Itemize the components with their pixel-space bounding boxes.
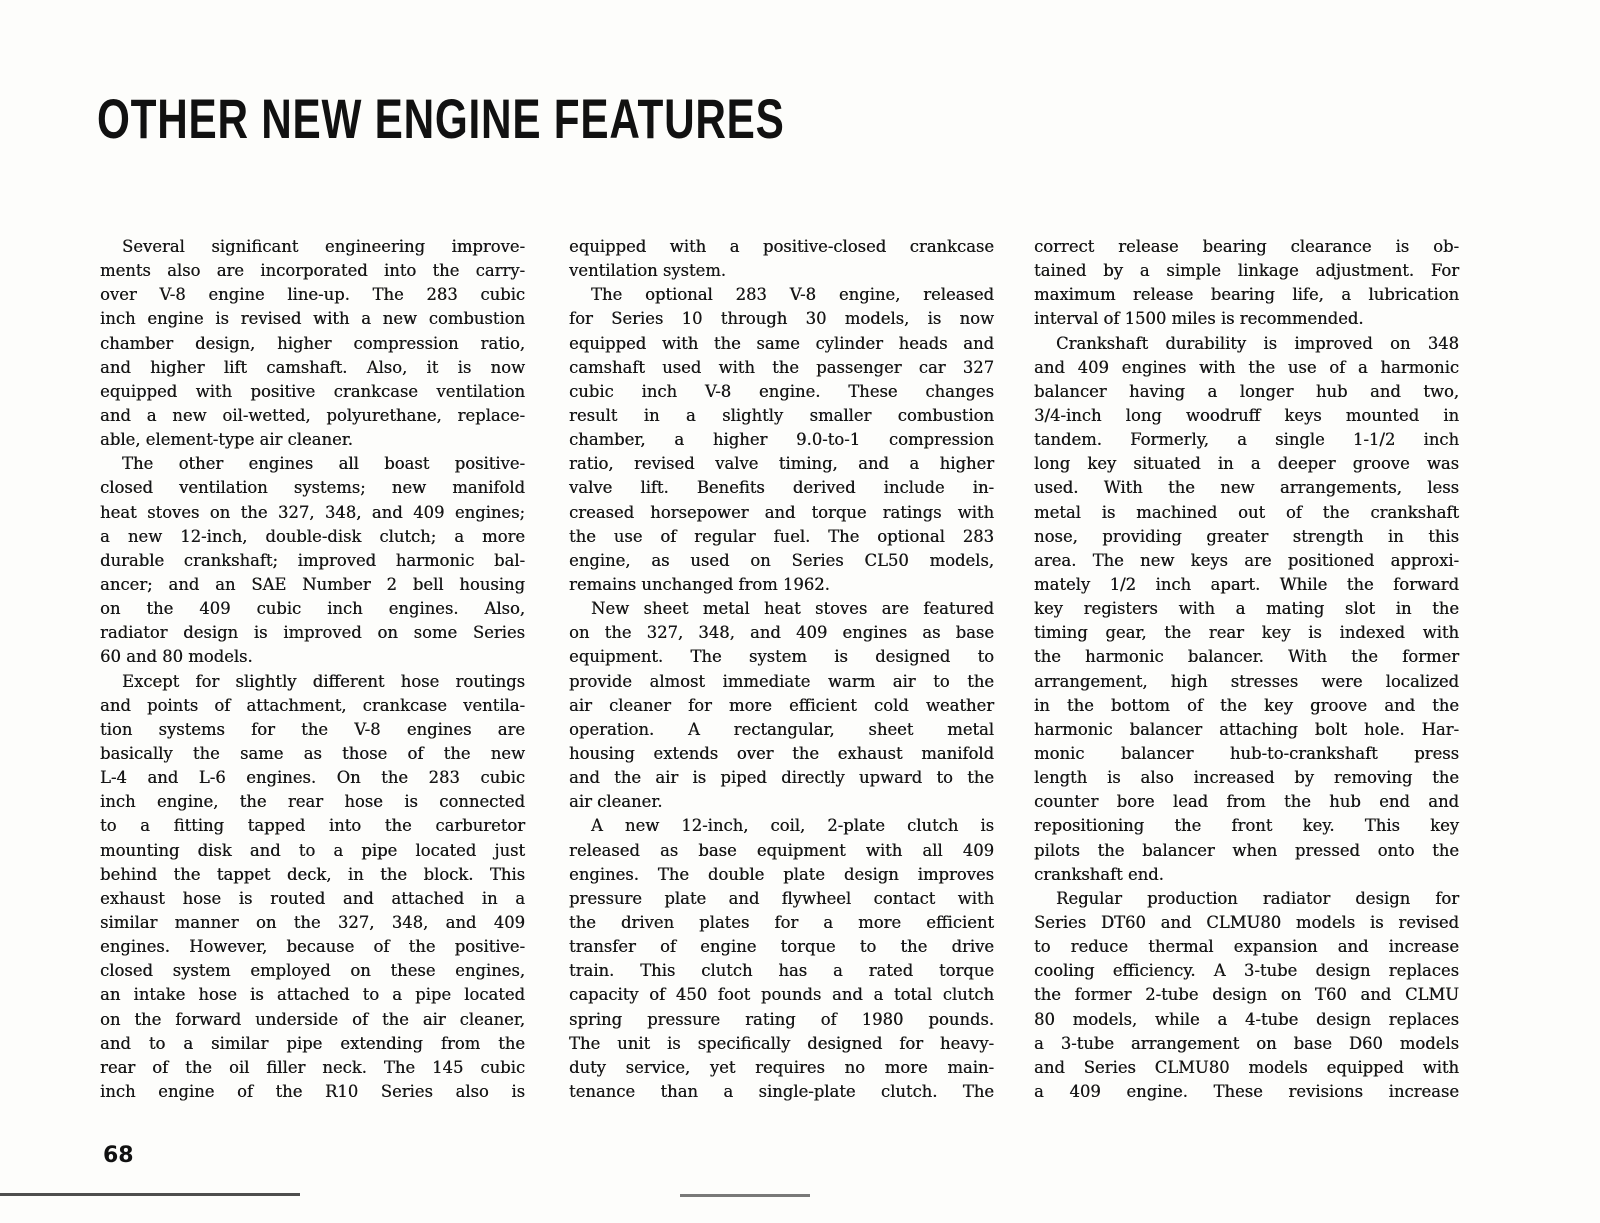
paragraph-line: 60 and 80 models. <box>100 647 253 667</box>
paragraph-line: provide almost immediate warm air to the <box>569 671 994 691</box>
paragraph-line: camshaft used with the passenger car 327 <box>569 357 994 377</box>
paragraph-line: key registers with a mating slot in the <box>1034 599 1459 619</box>
paragraph-line: heat stoves on the 327, 348, and 409 engines; <box>100 502 525 522</box>
text-column-1 <box>100 235 525 1104</box>
paragraph-line: The optional 283 V-8 engine, released <box>591 285 994 305</box>
paragraph-line: inch engine is revised with a new combustion <box>100 309 525 329</box>
paragraph-line: correct release bearing clearance is ob- <box>1034 237 1459 256</box>
paragraph-line: Series DT60 and CLMU80 models is revised <box>1034 912 1459 932</box>
paragraph-line: to a fitting tapped into the carburetor <box>100 816 525 836</box>
paragraph-line: ments also are incorporated into the carry- <box>100 261 525 281</box>
paragraph-line: duty service, yet requires no more main- <box>569 1057 994 1077</box>
paragraph-line: on the 327, 348, and 409 engines as base <box>569 623 994 643</box>
paragraph-line: monic balancer hub-to-crankshaft press <box>1034 743 1459 763</box>
paragraph-line: released as base equipment with all 409 <box>569 840 994 860</box>
paragraph-line: length is also increased by removing the <box>1034 768 1459 788</box>
paragraph-line: engines. The double plate design improves <box>569 864 994 884</box>
paragraph-line: Several significant engineering improve- <box>122 237 525 256</box>
paragraph-line: equipment. The system is designed to <box>569 647 994 667</box>
paragraph-line: and higher lift camshaft. Also, it is now <box>100 357 525 377</box>
scan-edge-mark <box>680 1194 810 1197</box>
paragraph-line: 3/4-inch long woodruff keys mounted in <box>1034 405 1459 425</box>
paragraph-line: timing gear, the rear key is indexed with <box>1034 623 1459 643</box>
paragraph-line: a new 12-inch, double-disk clutch; a more <box>100 526 525 546</box>
paragraph-line: repositioning the front key. This key <box>1034 816 1459 836</box>
paragraph-line: a 409 engine. These revisions increase <box>1034 1081 1459 1101</box>
paragraph-line: inch engine of the R10 Series also is <box>100 1081 525 1101</box>
paragraph-line: closed system employed on these engines, <box>100 961 525 981</box>
scan-edge-mark <box>0 1193 300 1196</box>
paragraph-line: nose, providing greater strength in this <box>1034 526 1459 546</box>
paragraph-line: pilots the balancer when pressed onto the <box>1034 840 1459 860</box>
paragraph-line: air cleaner. <box>569 792 663 812</box>
paragraph-line: and to a similar pipe extending from the <box>100 1033 525 1053</box>
paragraph-line: valve lift. Benefits derived include in- <box>569 478 994 498</box>
page-title: OTHER NEW ENGINE FEATURES <box>97 87 785 150</box>
paragraph-line: Except for slightly different hose routings <box>122 671 525 691</box>
paragraph-line: operation. A rectangular, sheet metal <box>569 719 994 739</box>
paragraph-line: the use of regular fuel. The optional 283 <box>569 526 994 546</box>
text-column-2 <box>569 235 994 1104</box>
page-number: 68 <box>103 1143 134 1168</box>
paragraph-line: A new 12-inch, coil, 2-plate clutch is <box>591 816 994 836</box>
paragraph-line: area. The new keys are positioned approxi- <box>1034 550 1459 570</box>
paragraph-line: tenance than a single-plate clutch. The <box>569 1081 994 1101</box>
paragraph-line: engine, as used on Series CL50 models, <box>569 550 994 570</box>
paragraph-line: similar manner on the 327, 348, and 409 <box>100 912 525 932</box>
paragraph-line: train. This clutch has a rated torque <box>569 961 994 981</box>
paragraph-line: ratio, revised valve timing, and a higher <box>569 454 994 474</box>
paragraph-line: counter bore lead from the hub end and <box>1034 792 1459 812</box>
paragraph-line: equipped with positive crankcase ventilation <box>100 381 525 401</box>
paragraph-line: the former 2-tube design on T60 and CLMU <box>1034 985 1459 1005</box>
paragraph-line: arrangement, high stresses were localized <box>1034 671 1459 691</box>
paragraph-line: for Series 10 through 30 models, is now <box>569 309 994 329</box>
paragraph-line: mounting disk and to a pipe located just <box>100 840 525 860</box>
paragraph-line: inch engine, the rear hose is connected <box>100 792 525 812</box>
paragraph-line: and a new oil-wetted, polyurethane, replace- <box>100 405 525 425</box>
paragraph-line: chamber, a higher 9.0-to-1 compression <box>569 430 994 450</box>
paragraph-line: interval of 1500 miles is recommended. <box>1034 309 1364 329</box>
paragraph-line: and Series CLMU80 models equipped with <box>1034 1057 1459 1077</box>
paragraph-line: capacity of 450 foot pounds and a total clutch <box>569 985 994 1005</box>
paragraph-line: transfer of engine torque to the drive <box>569 937 994 957</box>
paragraph-line: the harmonic balancer. With the former <box>1034 647 1459 667</box>
paragraph-line: to reduce thermal expansion and increase <box>1034 937 1459 957</box>
paragraph-line: ancer; and an SAE Number 2 bell housing <box>100 574 525 594</box>
paragraph-line: housing extends over the exhaust manifold <box>569 743 994 763</box>
paragraph-line: tained by a simple linkage adjustment. For <box>1034 261 1459 281</box>
paragraph-line: The other engines all boast positive- <box>122 454 525 474</box>
paragraph-line: closed ventilation systems; new manifold <box>100 478 525 498</box>
paragraph-line: on the forward underside of the air cleaner, <box>100 1009 525 1029</box>
paragraph-line: cubic inch V-8 engine. These changes <box>569 381 994 401</box>
paragraph-line: equipped with a positive-closed crankcase <box>569 237 994 256</box>
paragraph-line: the driven plates for a more efficient <box>569 912 994 932</box>
paragraph-line: L-4 and L-6 engines. On the 283 cubic <box>100 768 525 788</box>
paragraph-line: New sheet metal heat stoves are featured <box>591 599 994 619</box>
paragraph-line: 80 models, while a 4-tube design replaces <box>1034 1009 1459 1029</box>
paragraph-line: behind the tappet deck, in the block. This <box>100 864 525 884</box>
paragraph-line: Regular production radiator design for <box>1056 888 1459 908</box>
paragraph-line: remains unchanged from 1962. <box>569 574 830 594</box>
paragraph-line: exhaust hose is routed and attached in a <box>100 888 525 908</box>
paragraph-line: pressure plate and flywheel contact with <box>569 888 994 908</box>
paragraph-line: durable crankshaft; improved harmonic bal- <box>100 550 525 570</box>
paragraph-line: maximum release bearing life, a lubrication <box>1034 285 1459 305</box>
paragraph-line: air cleaner for more efficient cold weather <box>569 695 994 715</box>
paragraph-line: in the bottom of the key groove and the <box>1034 695 1459 715</box>
paragraph-line: cooling efficiency. A 3-tube design replaces <box>1034 961 1459 981</box>
paragraph-line: radiator design is improved on some Series <box>100 623 525 643</box>
paragraph-line: engines. However, because of the positive- <box>100 937 525 957</box>
paragraph-line: on the 409 cubic inch engines. Also, <box>100 599 525 619</box>
paragraph-line: crankshaft end. <box>1034 864 1164 884</box>
paragraph-line: mately 1/2 inch apart. While the forward <box>1034 574 1459 594</box>
paragraph-line: a 3-tube arrangement on base D60 models <box>1034 1033 1459 1053</box>
paragraph-line: harmonic balancer attaching bolt hole. Har- <box>1034 719 1459 739</box>
paragraph-line: equipped with the same cylinder heads and <box>569 333 994 353</box>
paragraph-line: and points of attachment, crankcase ventila- <box>100 695 525 715</box>
paragraph-line: chamber design, higher compression ratio, <box>100 333 525 353</box>
paragraph-line: an intake hose is attached to a pipe located <box>100 985 525 1005</box>
paragraph-line: ventilation system. <box>569 261 726 281</box>
paragraph-line: The unit is specifically designed for heavy- <box>569 1033 994 1053</box>
paragraph-line: and 409 engines with the use of a harmonic <box>1034 357 1459 377</box>
paragraph-line: basically the same as those of the new <box>100 743 525 763</box>
paragraph-line: metal is machined out of the crankshaft <box>1034 502 1459 522</box>
paragraph-line: able, element-type air cleaner. <box>100 430 353 450</box>
paragraph-line: spring pressure rating of 1980 pounds. <box>569 1009 994 1029</box>
text-column-3 <box>1034 235 1459 1104</box>
paragraph-line: Crankshaft durability is improved on 348 <box>1056 333 1459 353</box>
paragraph-line: creased horsepower and torque ratings with <box>569 502 994 522</box>
paragraph-line: tion systems for the V-8 engines are <box>100 719 525 739</box>
paragraph-line: tandem. Formerly, a single 1-1/2 inch <box>1034 430 1459 450</box>
paragraph-line: and the air is piped directly upward to the <box>569 768 994 788</box>
paragraph-line: long key situated in a deeper groove was <box>1034 454 1459 474</box>
paragraph-line: over V-8 engine line-up. The 283 cubic <box>100 285 525 305</box>
paragraph-line: used. With the new arrangements, less <box>1034 478 1459 498</box>
paragraph-line: rear of the oil filler neck. The 145 cubic <box>100 1057 525 1077</box>
paragraph-line: result in a slightly smaller combustion <box>569 405 994 425</box>
paragraph-line: balancer having a longer hub and two, <box>1034 381 1459 401</box>
